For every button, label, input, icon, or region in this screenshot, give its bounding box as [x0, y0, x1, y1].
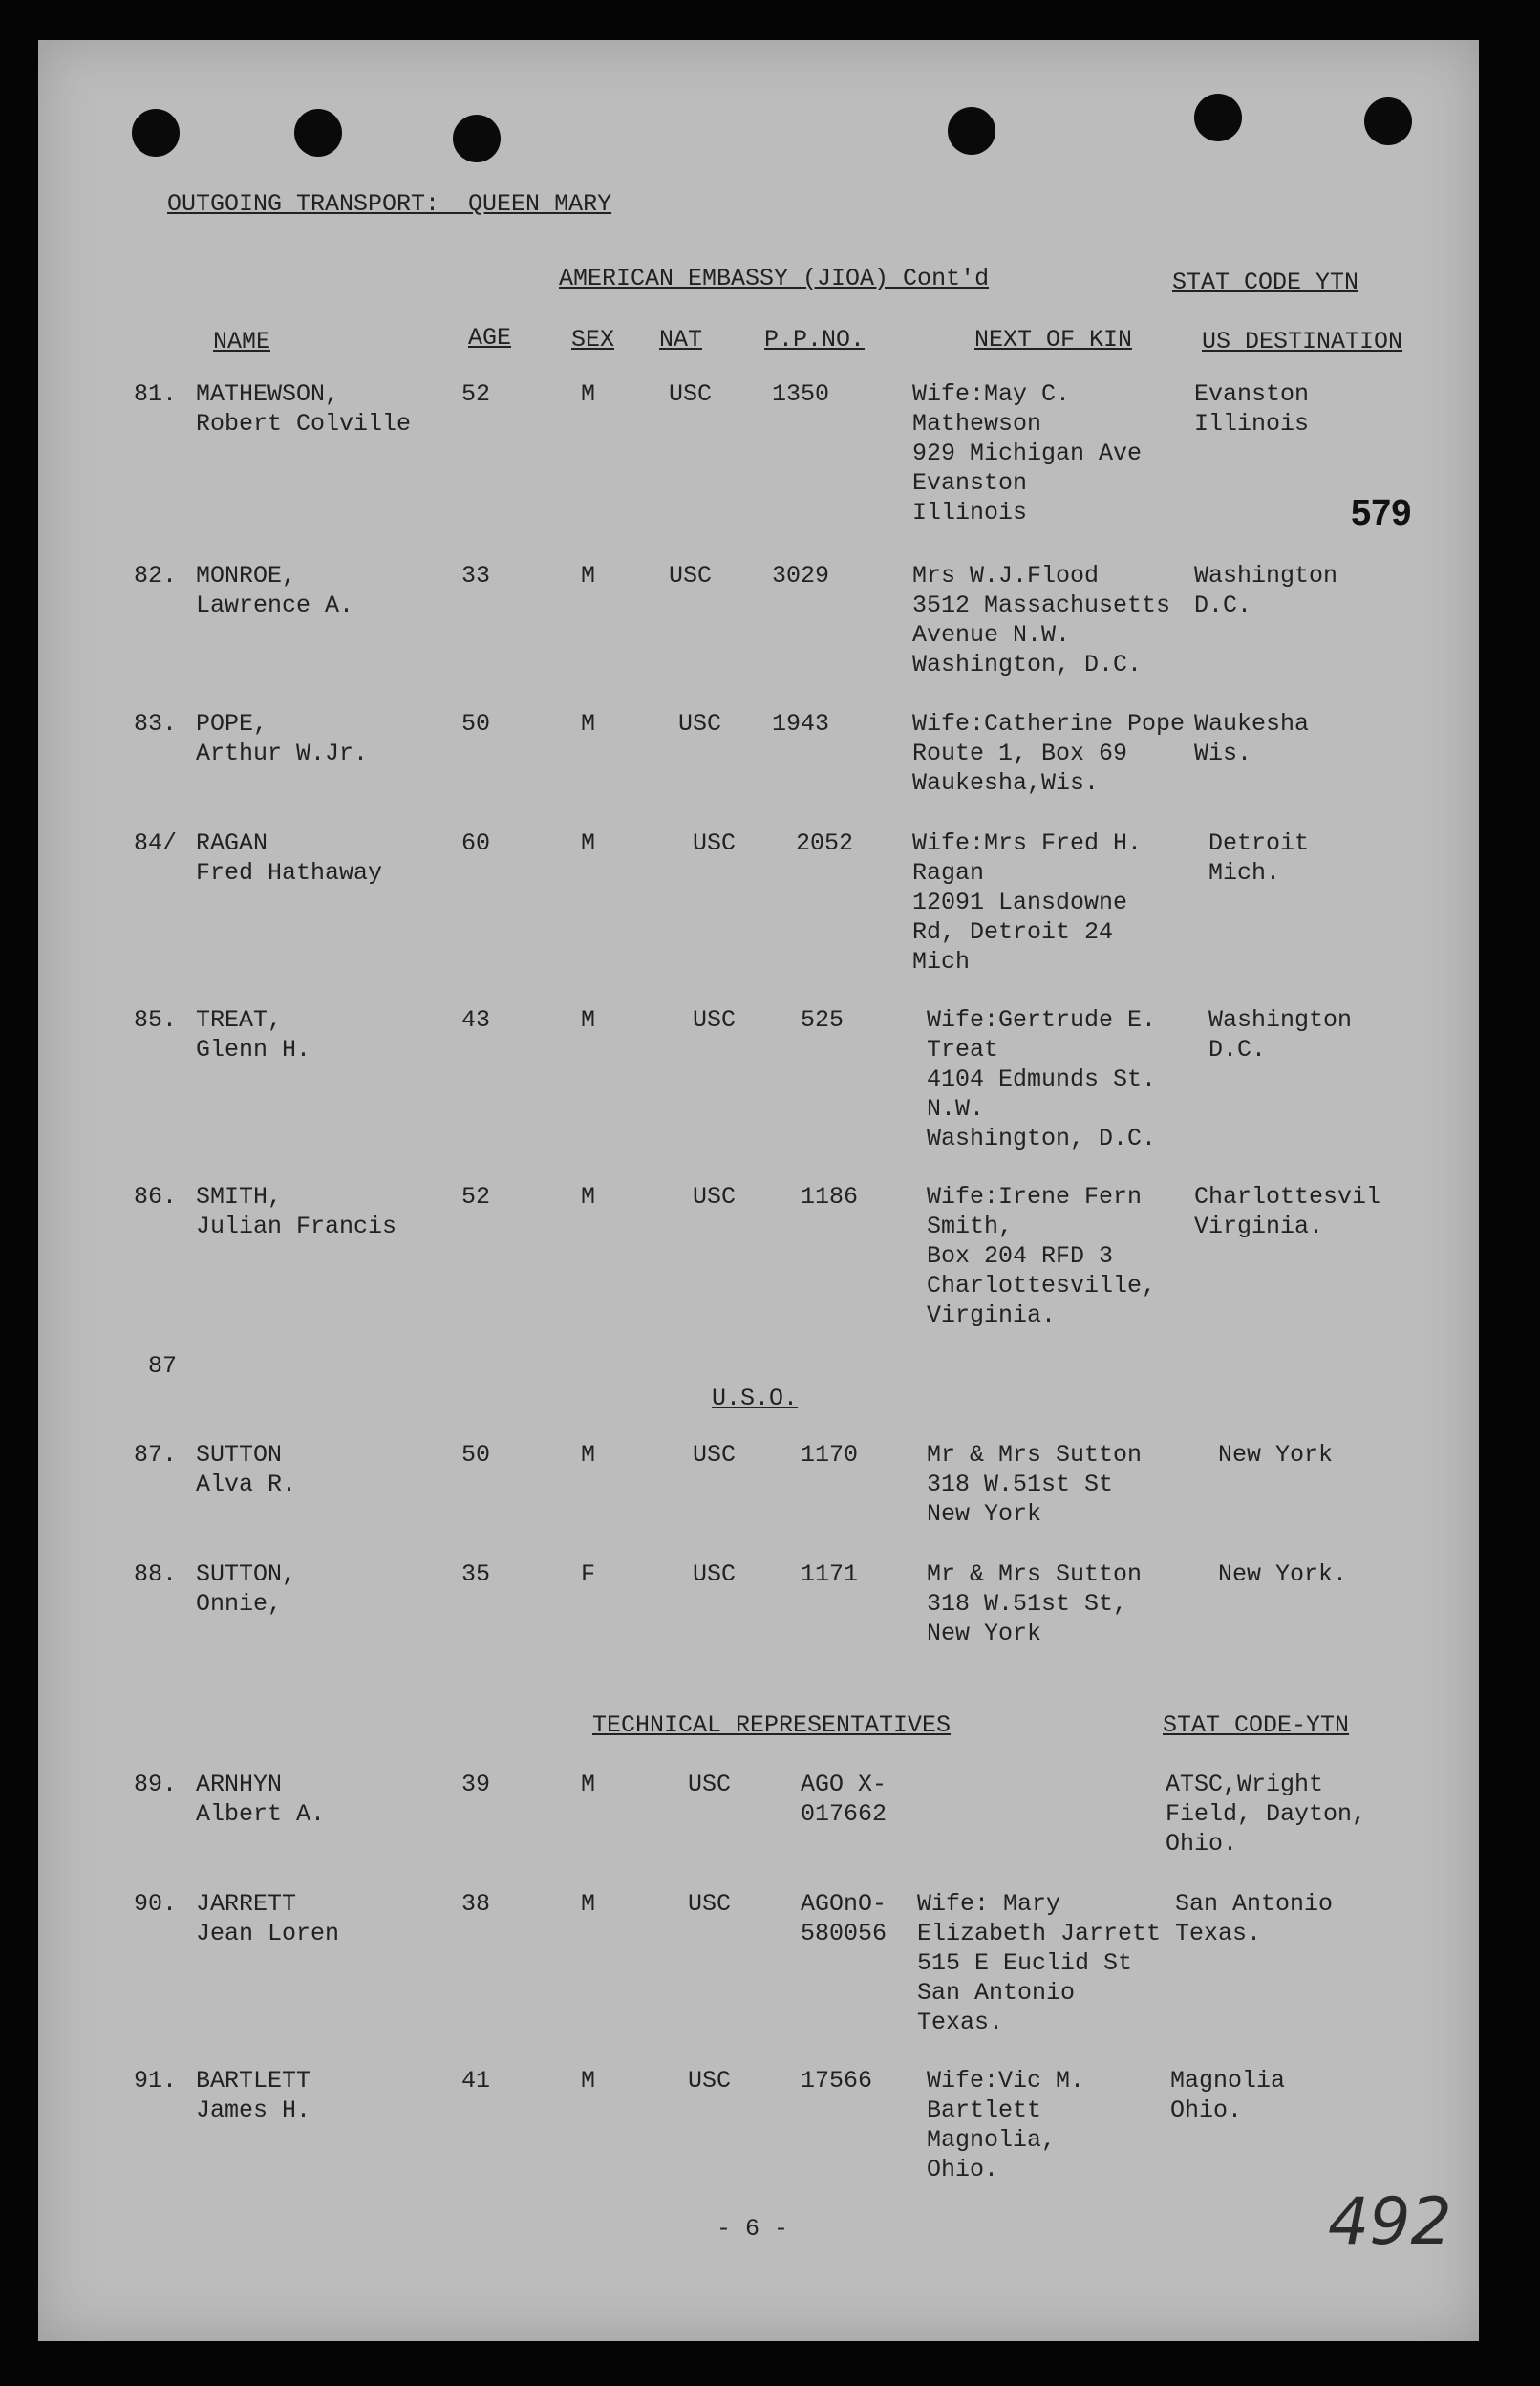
passenger-sex: M [581, 2067, 596, 2095]
passenger-name: SMITH, Julian Francis [196, 1183, 397, 1240]
passenger-name: POPE, Arthur W.Jr. [196, 710, 369, 767]
passenger-sex: M [581, 710, 596, 738]
passenger-age: 33 [461, 562, 491, 590]
row-number: 82. [134, 562, 178, 590]
next-of-kin: Wife:Gertrude E. Treat 4104 Edmunds St. N.W. Washington, D.C. [927, 1006, 1157, 1152]
passport-number: 1186 [801, 1183, 859, 1211]
passenger-nationality: USC [693, 1441, 737, 1469]
punch-hole [948, 107, 995, 155]
column-header-name: NAME [213, 328, 271, 355]
next-of-kin: Mrs W.J.Flood 3512 Massachusetts Avenue N.W. Washington, D.C. [912, 562, 1171, 678]
us-destination: New York [1218, 1441, 1334, 1469]
passenger-nationality: USC [688, 1771, 732, 1798]
row-number: 88. [134, 1560, 178, 1588]
passenger-sex: M [581, 380, 596, 408]
passenger-name: MATHEWSON, Robert Colville [196, 380, 412, 438]
passport-number: 1170 [801, 1441, 859, 1469]
us-destination: Magnolia Ohio. [1170, 2067, 1286, 2124]
next-of-kin: Wife: Mary Elizabeth Jarrett 515 E Euclid St San Antonio Texas. [917, 1890, 1162, 2036]
transport-title: OUTGOING TRANSPORT: QUEEN MARY [167, 190, 612, 218]
passport-number: 525 [801, 1006, 845, 1034]
passenger-nationality: USC [688, 1890, 732, 1918]
passenger-age: 52 [461, 380, 491, 408]
us-destination: Charlottesvil Virginia. [1194, 1183, 1381, 1240]
column-header-age: AGE [468, 324, 512, 352]
row-number: 90. [134, 1890, 178, 1918]
stat-code: STAT CODE YTN [1172, 269, 1359, 296]
handwritten-number: 492 [1328, 2184, 1452, 2260]
document-page [38, 40, 1479, 2341]
us-destination: Washington D.C. [1208, 1006, 1353, 1064]
row-number: 81. [134, 380, 178, 408]
passenger-name: BARTLETT James H. [196, 2067, 311, 2124]
row-number: 83. [134, 710, 178, 738]
passenger-name: MONROE, Lawrence A. [196, 562, 354, 619]
punch-hole [453, 115, 501, 162]
punch-hole [132, 109, 180, 157]
passenger-nationality: USC [693, 1006, 737, 1034]
next-of-kin: Mr & Mrs Sutton 318 W.51st St, New York [927, 1560, 1143, 1647]
row-number: 86. [134, 1183, 178, 1211]
passenger-sex: F [581, 1560, 596, 1588]
column-header-pp: P.P.NO. [764, 326, 866, 354]
punch-hole [1194, 94, 1242, 141]
us-destination: Washington D.C. [1194, 562, 1338, 619]
us-destination: ATSC,Wright Field, Dayton, Ohio. [1166, 1771, 1367, 1858]
margin-note: 87 [148, 1352, 178, 1380]
passenger-age: 38 [461, 1890, 491, 1918]
passport-number: 17566 [801, 2067, 873, 2095]
passenger-age: 50 [461, 710, 491, 738]
row-number: 91. [134, 2067, 178, 2095]
passenger-nationality: USC [693, 829, 737, 857]
passenger-nationality: USC [678, 710, 722, 738]
row-number: 84/ [134, 829, 178, 857]
passenger-age: 35 [461, 1560, 491, 1588]
section-heading: AMERICAN EMBASSY (JIOA) Cont'd [559, 265, 990, 292]
passenger-age: 43 [461, 1006, 491, 1034]
passport-number: 1171 [801, 1560, 859, 1588]
next-of-kin: Wife:Vic M. Bartlett Magnolia, Ohio. [927, 2067, 1085, 2183]
us-destination: Waukesha Wis. [1194, 710, 1310, 767]
passenger-nationality: USC [669, 380, 713, 408]
page-stamp: 579 [1351, 493, 1412, 533]
passenger-sex: M [581, 1006, 596, 1034]
next-of-kin: Wife:Irene Fern Smith, Box 204 RFD 3 Charlottesville, Virginia. [927, 1183, 1157, 1329]
passenger-name: RAGAN Fred Hathaway [196, 829, 383, 887]
punch-hole [294, 109, 342, 157]
passport-number: 2052 [796, 829, 854, 857]
passenger-sex: M [581, 1890, 596, 1918]
tech-heading: TECHNICAL REPRESENTATIVES [592, 1711, 952, 1739]
passenger-sex: M [581, 1183, 596, 1211]
next-of-kin: Wife:Mrs Fred H. Ragan 12091 Lansdowne Rd, Detroit 24 Mich [912, 829, 1143, 976]
uso-heading: U.S.O. [712, 1385, 799, 1412]
page-number: - 6 - [717, 2215, 789, 2243]
passenger-nationality: USC [669, 562, 713, 590]
column-header-sex: SEX [571, 326, 615, 354]
row-number: 87. [134, 1441, 178, 1469]
passenger-name: ARNHYN Albert A. [196, 1771, 326, 1828]
passenger-sex: M [581, 1441, 596, 1469]
passenger-name: TREAT, Glenn H. [196, 1006, 311, 1064]
column-header-nat: NAT [659, 326, 703, 354]
stat-code-2: STAT CODE-YTN [1163, 1711, 1350, 1739]
row-number: 89. [134, 1771, 178, 1798]
passenger-age: 50 [461, 1441, 491, 1469]
passport-number: 1350 [772, 380, 830, 408]
passport-number: 3029 [772, 562, 830, 590]
punch-hole [1364, 97, 1412, 145]
passenger-sex: M [581, 1771, 596, 1798]
passport-number: 1943 [772, 710, 830, 738]
passenger-nationality: USC [693, 1560, 737, 1588]
passenger-age: 52 [461, 1183, 491, 1211]
passenger-age: 39 [461, 1771, 491, 1798]
next-of-kin: Wife:May C. Mathewson 929 Michigan Ave Evanston Illinois [912, 380, 1143, 527]
passport-number: AGOnO- 580056 [801, 1890, 888, 1947]
passenger-age: 41 [461, 2067, 491, 2095]
next-of-kin: Mr & Mrs Sutton 318 W.51st St New York [927, 1441, 1143, 1528]
column-header-kin: NEXT OF KIN [974, 326, 1133, 354]
passenger-sex: M [581, 562, 596, 590]
passenger-sex: M [581, 829, 596, 857]
us-destination: Detroit Mich. [1208, 829, 1310, 887]
passenger-name: SUTTON, Onnie, [196, 1560, 297, 1618]
column-header-dest: US DESTINATION [1202, 328, 1403, 355]
passenger-name: JARRETT Jean Loren [196, 1890, 340, 1947]
passport-number: AGO X- 017662 [801, 1771, 888, 1828]
us-destination: New York. [1218, 1560, 1348, 1588]
passenger-nationality: USC [688, 2067, 732, 2095]
us-destination: Evanston Illinois [1194, 380, 1310, 438]
next-of-kin: Wife:Catherine Pope Route 1, Box 69 Waukesha,Wis. [912, 710, 1186, 797]
passenger-name: SUTTON Alva R. [196, 1441, 297, 1498]
passenger-age: 60 [461, 829, 491, 857]
row-number: 85. [134, 1006, 178, 1034]
passenger-nationality: USC [693, 1183, 737, 1211]
us-destination: San Antonio Texas. [1175, 1890, 1334, 1947]
